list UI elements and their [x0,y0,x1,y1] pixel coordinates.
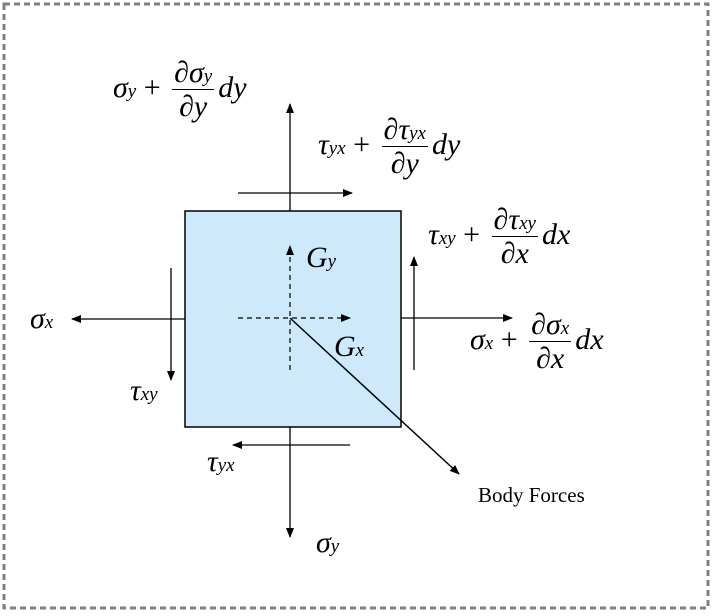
sigma-x-right-tail: dx [575,322,604,356]
tau-xy-right-numerator: ∂τxy [493,203,536,236]
sigma-y-bottom-label [316,528,339,558]
tau-xy-left-label [130,376,158,406]
sigma-y-top-denominator: ∂y [179,90,208,123]
sigma-x-left-base: σ [30,302,45,335]
tau-yx-top-base: τ [318,127,329,161]
g-x-base: G [334,330,356,363]
sigma-x-right-numerator: ∂σx [531,308,570,341]
stress-element [185,211,401,427]
sigma-x-right-label [470,310,604,374]
tau-yx-top-fraction [382,115,428,179]
tau-yx-top-tail: dy [431,127,461,161]
tau-yx-top-plus: + [353,127,371,161]
sigma-x-right-plus: + [500,322,518,356]
sigma-x-left-label [30,304,53,334]
tau-yx-top-numerator: ∂τyx [383,113,426,146]
sigma-y-bottom-sub: y [330,536,340,557]
tau-xy-right-denominator: ∂x [500,237,529,270]
tau-xy-right-fraction [492,205,538,269]
tau-yx-bottom-sub: yx [217,455,235,476]
sigma-y-top-label [113,58,247,122]
sigma-x-right-fraction [529,310,571,374]
tau-yx-top-sub: yx [328,137,346,159]
tau-xy-right-tail: dx [541,217,571,251]
sigma-y-top-plus: + [143,70,161,104]
tau-yx-bottom-label [207,447,235,477]
tau-xy-left-base: τ [130,374,141,407]
sigma-y-top-base: σ [113,70,128,104]
sigma-y-top-sub: y [127,80,137,102]
g-y-label [306,243,336,273]
tau-xy-left-sub: xy [140,384,158,405]
body-forces-label: Body Forces [478,483,585,507]
sigma-y-bottom-base: σ [316,526,331,559]
sigma-y-top-tail: dy [218,70,247,104]
g-x-label [334,332,364,362]
g-y-sub: y [327,251,337,272]
sigma-x-left-sub: x [44,312,54,333]
sigma-x-right-base: σ [470,322,485,356]
sigma-x-right-denominator: ∂x [536,342,565,375]
tau-xy-right-base: τ [428,217,439,251]
tau-xy-right-plus: + [463,217,481,251]
tau-yx-top-label [318,115,460,179]
g-y-base: G [306,241,328,274]
tau-xy-right-label [428,205,570,269]
g-x-sub: x [355,340,365,361]
tau-yx-bottom-base: τ [207,445,218,478]
tau-xy-right-sub: xy [438,227,456,249]
sigma-y-top-numerator: ∂σy [174,56,213,89]
sigma-y-top-fraction [172,58,214,122]
tau-yx-top-denominator: ∂y [390,147,419,180]
sigma-x-right-sub: x [484,332,494,354]
